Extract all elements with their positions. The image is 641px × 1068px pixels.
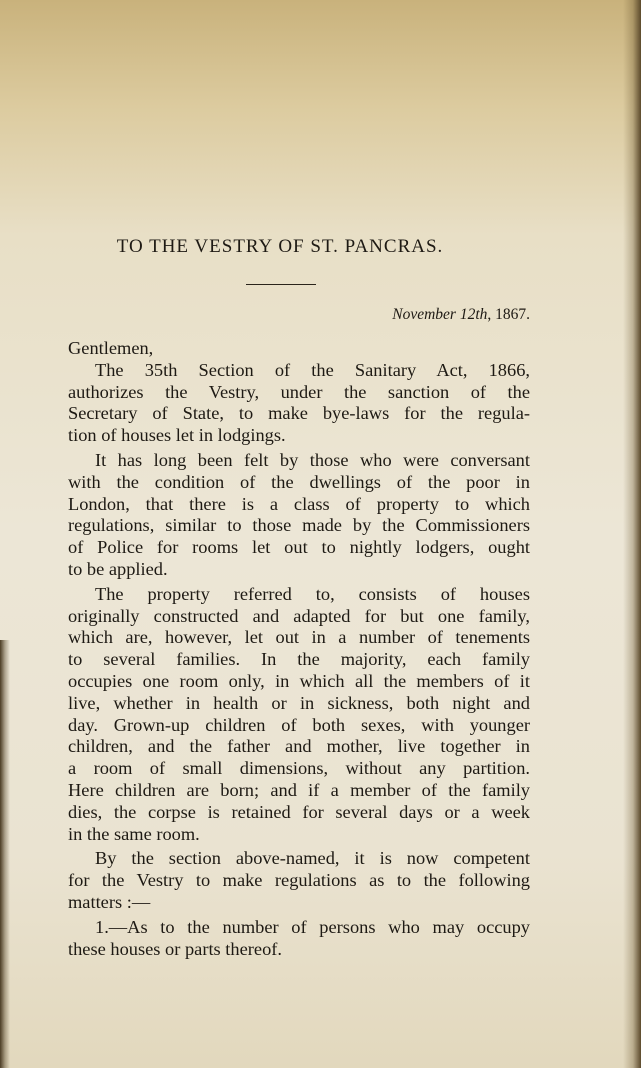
paragraph-3-line-2: originally constructed and adapted for but one family, [68,605,530,626]
paragraph-2-line-4: regulations, similar to those made by the Commissioners [68,515,530,536]
paragraph-3-line-5: occupies one room only, in which all the members of it [68,670,530,691]
paragraph-3-line-7: day. Grown-up children of both sexes, with younger [68,714,530,735]
date-month: November [392,306,456,323]
paragraph-4-line-1: By the section above-named, it is now competent [95,848,530,869]
paragraph-3-line-6: live, whether in health or in sickness, both night and [68,692,530,713]
letter-body [68,338,530,960]
paragraph-1-line-4: tion of houses let in lodgings. [68,425,286,446]
paragraph-5-line-1: 1.—As to the number of persons who may occupy [95,916,530,937]
paragraph-3-line-11: dies, the corpse is retained for several days or a week [68,801,530,822]
date-day: 12th [459,306,488,323]
date-year: , 1867. [487,306,530,323]
paragraph-4-line-3: matters :— [68,891,151,912]
paragraph-4-line-2: for the Vestry to make regulations as to the following [68,870,530,891]
paragraph-1-line-2: authorizes the Vestry, under the sanction of the [68,381,530,402]
paragraph-2-line-2: with the condition of the dwellings of the poor in [68,471,530,492]
paragraph-1-line-3: Secretary of State, to make bye-laws for the regula- [68,403,530,424]
heading-rule [246,284,316,285]
paragraph-3-line-3: which are, however, let out in a number of tenements [68,627,530,648]
dateline [300,306,530,324]
salutation: Gentlemen, [68,338,154,358]
paragraph-3-line-4: to several families. In the majority, each family [68,649,530,670]
page-heading: TO THE VESTRY OF ST. PANCRAS. [116,236,444,257]
paragraph-5-line-2: these houses or parts thereof. [68,938,282,959]
page-edge-shadow [0,640,10,1068]
paragraph-2-line-1: It has long been felt by those who were conversant [95,449,530,470]
paragraph-2-line-6: to be applied. [68,558,168,579]
paragraph-2-line-3: London, that there is a class of property to which [68,493,530,514]
paragraph-2-line-5: of Police for rooms let out to nightly lodgers, ought [68,537,530,558]
paragraph-1-line-1: The 35th Section of the Sanitary Act, 1866, [95,359,530,380]
paragraph-3-line-12: in the same room. [68,823,200,844]
paragraph-3-line-10: Here children are born; and if a member of the family [68,779,530,800]
paragraph-3-line-9: a room of small dimensions, without any partition. [68,758,530,779]
paragraph-3-line-8: children, and the father and mother, live together in [68,736,530,757]
paragraph-3-line-1: The property referred to, consists of houses [95,583,530,604]
binding-edge [623,0,641,1068]
